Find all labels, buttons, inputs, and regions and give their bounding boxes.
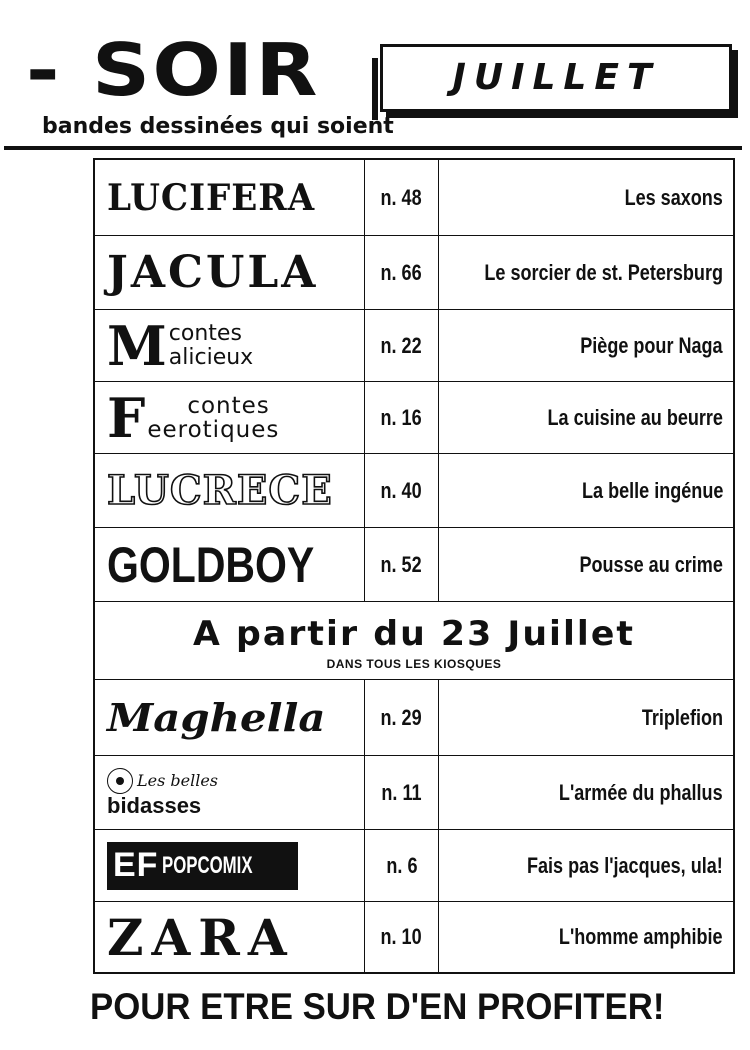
episode-title: L'armée du phallus — [559, 779, 723, 805]
logo-lucrece: LUCRECE — [107, 467, 333, 514]
episode-title: La cuisine au beurre — [547, 404, 723, 430]
logo-script: Les belles — [137, 770, 219, 790]
header-rule — [4, 146, 742, 150]
logo-contes-malicieux — [107, 313, 254, 378]
logo-maghella: Maghella — [107, 695, 326, 740]
episode-title: Triplefion — [641, 704, 723, 730]
table-row — [95, 236, 733, 310]
logo-initial: M — [107, 313, 167, 378]
logo-zara: ZARA — [107, 907, 295, 967]
flower-icon — [107, 768, 133, 794]
month-box-bar — [372, 58, 378, 120]
episode-title: La belle ingénue — [581, 477, 723, 503]
logo-line-1: contes — [187, 392, 270, 419]
month-label: JUILLET — [452, 57, 660, 98]
issue-number: n. 48 — [380, 184, 423, 210]
table-row — [95, 382, 733, 454]
issue-number: n. 29 — [380, 704, 423, 730]
issue-number: n. 66 — [380, 259, 423, 285]
issue-number: n. 22 — [380, 332, 423, 358]
logo-ef-popcomix — [107, 842, 298, 890]
logo-contes-feerotiques — [107, 385, 280, 450]
banner-headline: A partir du 23 Juillet — [192, 614, 636, 654]
release-date-banner — [95, 602, 733, 680]
logo-lucifera: LUCIFERA — [107, 176, 316, 219]
logo-les-belles-bidasses — [107, 768, 218, 818]
table-row — [95, 830, 733, 902]
episode-title: Fais pas l'jacques, ula! — [527, 852, 723, 878]
issue-number: n. 10 — [380, 924, 423, 949]
logo-line-2: eerotiques — [147, 416, 280, 443]
footer-slogan: POUR ETRE SUR D'EN PROFITER! — [90, 986, 665, 1027]
issue-number: n. 52 — [380, 551, 423, 577]
table-row — [95, 528, 733, 602]
table-row — [95, 680, 733, 756]
logo-initial: F — [107, 385, 146, 450]
logo-ef: EF — [113, 846, 159, 884]
episode-title: Piège pour Naga — [580, 332, 723, 358]
table-row — [95, 902, 733, 972]
issue-number: n. 11 — [381, 779, 422, 805]
episode-title: Le sorcier de st. Petersburg — [484, 259, 723, 285]
release-table — [93, 158, 735, 974]
episode-title: Les saxons — [624, 184, 723, 210]
episode-title: L'homme amphibie — [559, 924, 723, 949]
month-box — [380, 44, 732, 112]
magazine-title: - SOIR — [26, 28, 320, 112]
table-row — [95, 454, 733, 528]
issue-number: n. 6 — [385, 852, 418, 878]
logo-bidasses: bidasses — [107, 792, 202, 818]
table-row — [95, 160, 733, 236]
episode-title: Pousse au crime — [579, 551, 723, 577]
issue-number: n. 16 — [380, 404, 423, 430]
logo-line-1: contes — [168, 320, 242, 346]
table-row — [95, 756, 733, 830]
issue-number: n. 40 — [380, 477, 423, 503]
logo-goldboy: GOLDBOY — [107, 536, 315, 593]
logo-line-2: alicieux — [168, 344, 254, 370]
subtitle: bandes dessinées qui soient — [42, 114, 394, 139]
banner-subline: DANS TOUS LES KIOSQUES — [326, 657, 502, 671]
table-row — [95, 310, 733, 382]
logo-popcomix: POPCOMIX — [162, 851, 254, 879]
logo-jacula: JACULA — [107, 247, 319, 298]
